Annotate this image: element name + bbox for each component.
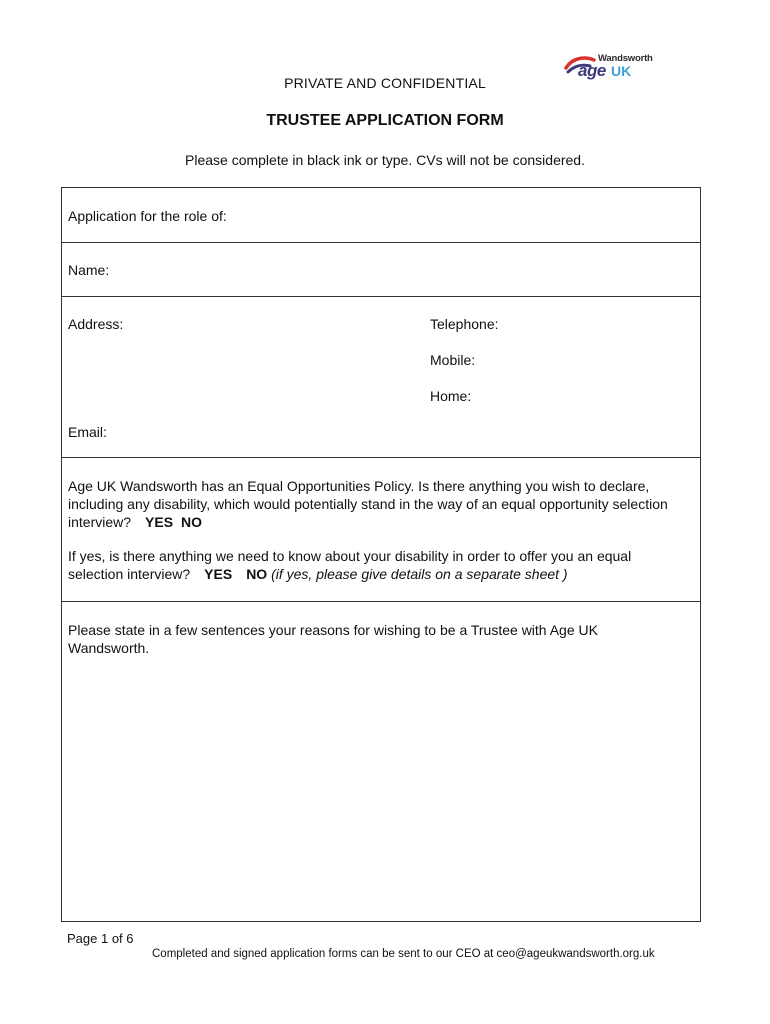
home-label: Home: — [430, 388, 472, 404]
mobile-label: Mobile: — [430, 352, 476, 368]
role-row[interactable] — [62, 188, 700, 243]
name-label: Name: — [68, 262, 110, 278]
page-number: Page 1 of 6 — [67, 931, 134, 946]
q2-note: (if yes, please give details on a separate sheet ) — [271, 566, 568, 582]
age-uk-wandsworth-logo — [564, 50, 654, 86]
q1-no-option[interactable]: NO — [181, 514, 203, 530]
contact-row[interactable] — [62, 297, 700, 458]
role-label: Application for the role of: — [68, 208, 227, 224]
equal-opportunities-row — [62, 458, 700, 602]
logo-uk-text: UK — [611, 63, 632, 79]
email-label: Email: — [68, 424, 107, 440]
logo-wandsworth-text: Wandsworth — [598, 53, 653, 64]
address-label: Address: — [68, 316, 124, 332]
logo-age-text: age — [578, 61, 606, 80]
application-form-table — [61, 187, 701, 922]
q2-no-option[interactable]: NO — [246, 566, 268, 582]
name-row[interactable] — [62, 243, 700, 297]
form-title: TRUSTEE APPLICATION FORM — [266, 112, 504, 129]
equal-opportunities-question-1: Age UK Wandsworth has an Equal Opportunities Policy. Is there anything you wish to declare, including any disability, which would potentially stand in the way of an equal opportunity selection interview? YES NO — [68, 478, 668, 530]
footer-note: Completed and signed application forms can be sent to our CEO at ceo@ageukwandsworth.org.uk — [152, 948, 655, 960]
reasons-row[interactable] — [62, 602, 700, 921]
form-instruction: Please complete in black ink or type. CVs will not be considered. — [185, 152, 585, 168]
telephone-label: Telephone: — [430, 316, 499, 332]
reasons-prompt: Please state in a few sentences your reasons for wishing to be a Trustee with Age UK Wandsworth. — [68, 622, 598, 656]
q1-yes-option[interactable]: YES — [145, 514, 174, 530]
confidential-header: PRIVATE AND CONFIDENTIAL — [284, 75, 486, 91]
equal-opportunities-question-2: If yes, is there anything we need to know about your disability in order to offer you an equal selection interview? YES NO (if yes, please give details on a separate sheet ) — [68, 548, 632, 582]
q2-yes-option[interactable]: YES — [204, 566, 233, 582]
